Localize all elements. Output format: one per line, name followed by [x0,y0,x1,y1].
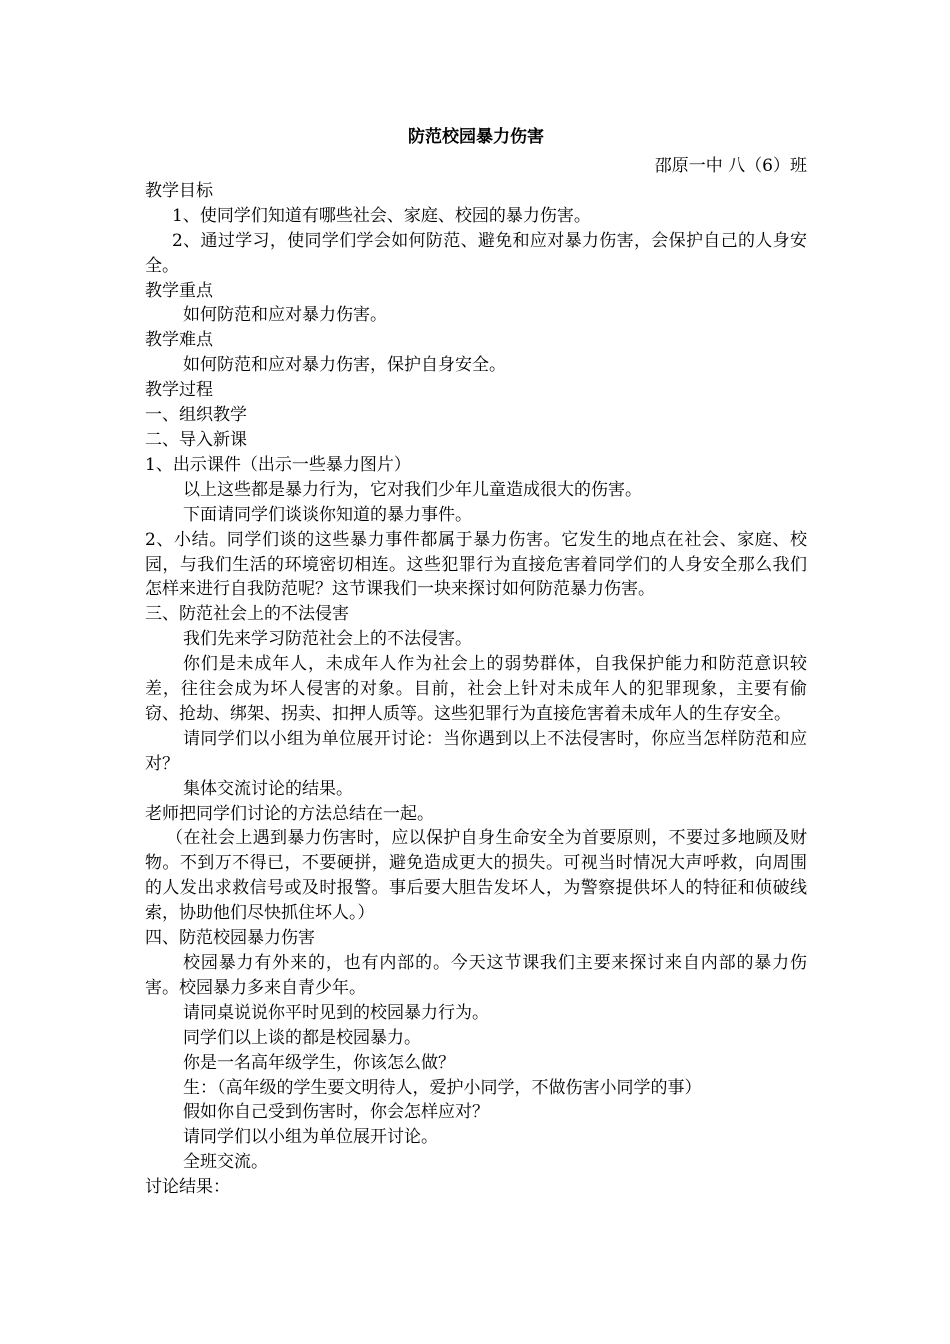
paragraph: 下面请同学们谈谈你知道的暴力事件。 [183,504,472,525]
paragraph: 如何防范和应对暴力伤害，保护自身安全。 [183,355,506,376]
document-body [145,179,807,1200]
paragraph: 假如你自己受到伤害时，你会怎样应对？ [183,1102,489,1123]
paragraph: 全班交流。 [183,1152,268,1173]
document-page [145,120,807,1200]
paragraph: 生：（高年级的学生要文明待人，爱护小同学，不做伤害小同学的事） [183,1077,702,1098]
paragraph: 二、导入新课 [145,429,247,450]
paragraph: 教学目标 [145,180,213,201]
paragraph: 你是一名高年级学生，你该怎么做？ [183,1052,455,1073]
paragraph: 讨论结果： [145,1177,230,1198]
document-title: 防范校园暴力伤害 [408,127,544,147]
paragraph: 2、小结。同学们谈的这些暴力事件都属于暴力伤害。它发生的地点在社会、家庭、校园，与我们生活的环境密切相连。这些犯罪行为直接危害着同学们的人身安全那么我们怎样来进行自我防范呢？这节课我们一块来探讨如何防范暴力伤害。 [145,529,807,600]
paragraph: 老师把同学们讨论的方法总结在一起。 [145,803,434,824]
paragraph: 1、出示课件（出示一些暴力图片） [145,454,411,475]
paragraph: 一、组织教学 [145,405,247,426]
paragraph: 2、通过学习，使同学们学会如何防范、避免和应对暴力伤害，会保护自己的人身安全。 [145,230,807,276]
paragraph: 请同桌说说你平时见到的校园暴力行为。 [183,1002,489,1023]
paragraph: 教学难点 [145,330,213,351]
paragraph: （在社会上遇到暴力伤害时，应以保护自身生命安全为首要原则，不要过多地顾及财物。不到万不得已，不要硬拼，避免造成更大的损失。可视当时情况大声呼救，向周围的人发出求救信号或及时报警。事后要大胆告发坏人，为警察提供坏人的特征和侦破线索，协助他们尽快抓住坏人。） [145,828,807,924]
paragraph: 三、防范社会上的不法侵害 [145,604,349,625]
paragraph: 校园暴力有外来的，也有内部的。今天这节课我们主要来探讨来自内部的暴力伤害。校园暴力多来自青少年。 [145,953,807,998]
paragraph: 集体交流讨论的结果。 [183,778,353,799]
paragraph: 请同学们以小组为单位展开讨论：当你遇到以上不法侵害时，你应当怎样防范和应对？ [145,728,807,774]
paragraph: 教学重点 [145,280,213,301]
paragraph: 如何防范和应对暴力伤害。 [183,305,387,326]
paragraph: 教学过程 [145,380,213,401]
document-author: 邵原一中 八（6）班 [654,156,807,176]
paragraph: 请同学们以小组为单位展开讨论。 [183,1127,438,1148]
paragraph: 同学们以上谈的都是校园暴力。 [183,1027,421,1048]
paragraph: 1、使同学们知道有哪些社会、家庭、校园的暴力伤害。 [172,205,591,226]
paragraph: 四、防范校园暴力伤害 [145,928,315,949]
paragraph: 你们是未成年人，未成年人作为社会上的弱势群体，自我保护能力和防范意识较差，往往会成为坏人侵害的对象。目前，社会上针对未成年人的犯罪现象，主要有偷窃、抢劫、绑架、拐卖、扣押人质等。这些犯罪行为直接危害着未成年人的生存安全。 [145,654,807,724]
paragraph: 我们先来学习防范社会上的不法侵害。 [183,629,472,650]
paragraph: 以上这些都是暴力行为，它对我们少年儿童造成很大的伤害。 [183,479,642,500]
